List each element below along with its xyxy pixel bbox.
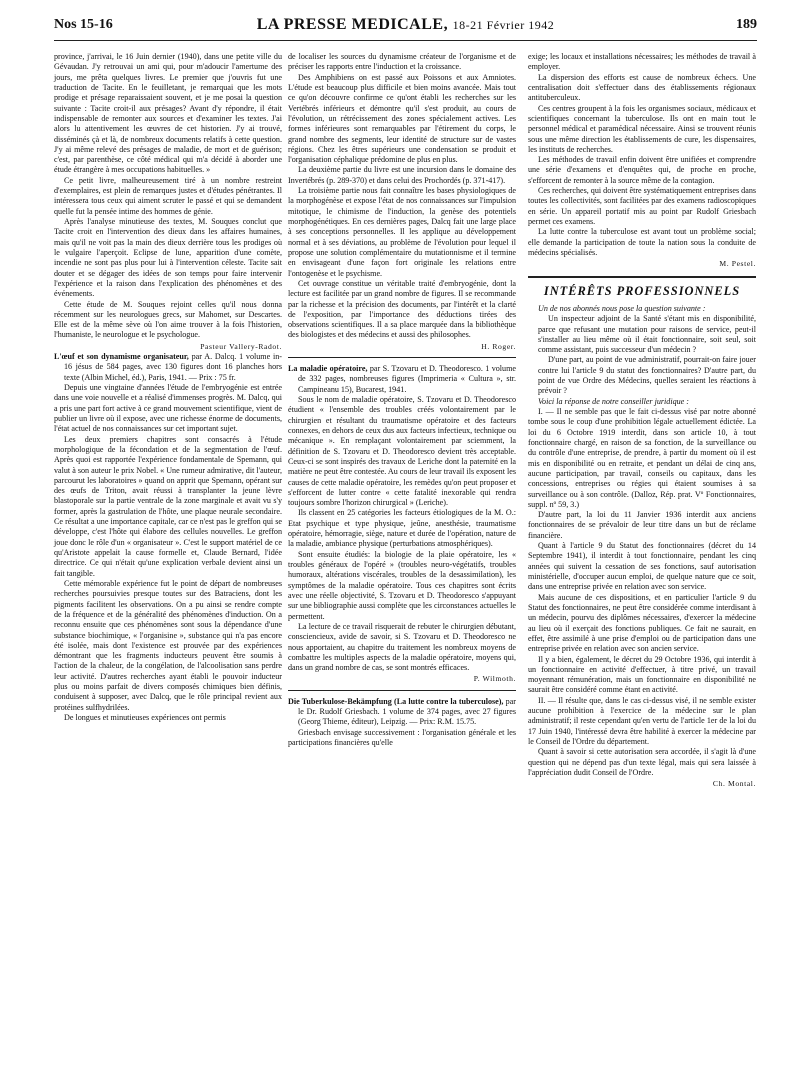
divider [288,690,516,691]
reader-question: D'une part, au point de vue administratif, pourrait-on faire jouer contre lui l'article 9 du statut des fonctionnaires? D'autre part, du point de vue Ordre des Médecins, quelles seraient les réactions à prévoir ? [538,355,756,396]
paragraph: Mais aucune de ces dispositions, et en particulier l'article 9 du Statut des fonctionnaires, ne peut être considérée comme interdisant à un médecin, pourvu des diplômes nécessaires, d'exercer la médecine au lieu où il exerçait des fonctions publiques. Ce fait ne saurait, en effet, être assimilé à une prise d'emploi ou de participation dans une entreprise privée en relation avec son ancien service. [528,592,756,654]
paragraph: Cette mémorable expérience fut le point de départ de nombreuses recherches poursuivies presque toutes sur des Batraciens, dont les pigments facilitent les observations. On a pu ainsi se rendre compte de la fréquence et de la généralité des phénomènes d'induction. On a reconnu ensuite que ces phénomènes sont sous la dépendance d'une substance biochimique, « l'organisine », substance qui n'a pas encore été isolée, mais dont l'existence est prouvée par des expériences démontrant que les fragments inducteurs peuvent être soumis à l'action de la chaleur, de la congélation, de l'alcoolisation sans perdre leur activité. D'autres recherches ayant établi le pouvoir inducteur plus ou moins parfait de divers composés chimiques bien définis, conduisent à supposer, avec Dalcq, que le rôle principal revient aux protéines sulfhydrilées. [54,578,282,712]
book-title: L'œuf et son dynamisme organisateur, [54,352,189,362]
paragraph: De longues et minutieuses expériences ont permis [64,713,226,722]
review-signature: M. Pestel. [719,259,756,269]
paragraph: Ils classent en 25 catégories les facteurs étiologiques de la M. O.: Etat psychique et type physique, jeûne, anesthésie, traumatisme opératoire, hémorragie, siège, nature et durée de l'opération, nature de la maladie, ambiance physique (perturbations atmosphériques). [288,508,516,549]
paragraph: province, j'arrivai, le 16 Juin dernier (1940), dans une petite ville du Gévaudan. J'y retrouvai un ami qui, pour m'adoucir l'amertume des jours, me prêta quelques livres. Le premier que j'ouvris fut une traduction de Tacite. En le feuilletant, je remarquai que les mots prodige et présage reparaissaient souvent, et je me posai la question suivante : Tacite croit-il aux présages? Avant d'y répondre, il était indispensable de remonter aux sources et d'examiner les textes. J'ai alors lu attentivement les œuvres de cet historien. J'y ai trouvé, disséminés çà et là, de nombreux documents relatifs à cette question. J'y ai même relevé des présages de maladie, de mort et de guérison; c'est, par parenthèse, ce côté médical qui m'a décidé à aborder une étude étrangère à mes occupations habituelles. » [54,52,282,175]
paragraph: Ces centres groupent à la fois les organismes sociaux, médicaux et scientifiques concernant la tuberculose. Ils ont en main tout le personnel médical et paramédical nécessaire. Ainsi se trouvent réunis sous une même direction les établissements de cure, les dispensaires, les instituts de recherches. [528,103,756,154]
book-reference [288,364,516,395]
paragraph: D'autre part, la loi du 11 Janvier 1936 interdit aux anciens fonctionnaires de se prévaloir de leur titre dans un but de réclame financière. [528,510,756,540]
paragraph: Les méthodes de travail enfin doivent être unifiées et comprendre une série d'examens et d'enquêtes qui, de proche en proche, s'efforcent de remonter à la source même de la contagion. [528,155,756,185]
review-signature: Pasteur Vallery-Radot. [200,341,282,351]
paragraph: Après l'analyse minutieuse des textes, M. Souques conclut que Tacite croit en l'intervention des dieux dans les affaires humaines, mais qu'il ne voit pas la main des dieux derrière tous les prodiges où le vulgaire l'aperçoit. Eclipse de lune, apparition d'une comète, incendie ne sont pas plus pour lui à l'intervention céleste. Tacite sait douter et se dégager des idées de son temps pour faire intervenir l'expérience et la raison dans l'explication des phénomènes et des événements. [54,217,282,299]
paragraph: Cet ouvrage constitue un véritable traité d'embryogénie, dont la lecture est facilitée par un grand nombre de figures. Il se recommande par la richesse et la précision des documents, par l'intérêt et la clarté de l'exposition, par l'importance des déductions tirées des observations scientifiques. Il a sa place marquée dans la bibliothèque des biologistes et des médecins et aussi des philosophes. [288,278,516,340]
paragraph: La troisième partie nous fait connaître les bases physiologiques de la morphogénèse et expose l'état de nos connaissances sur l'impulsion mitotique, le chimisme de l'induction, la genèse des potentiels morphogénétiques. En ces dernières pages, Dalcq fait une large place à ses conceptions personnelles. Il les applique au développement normal et à ses déviations, au problème de l'évolution pour lequel il propose une solution complémentaire du mutationnisme et il termine en envisageant d'une façon fort originale les relations entre l'ontogenèse et le psychisme. [288,186,516,278]
page-number: 189 [736,17,757,32]
section-divider [528,276,756,278]
paragraph: II. — Il résulte que, dans le cas ci-dessus visé, il ne semble exister aucune prohibition à l'exercice de la médecine sur le plan administratif; il reste cependant qu'en vertu de l'article 1er de la loi du 17 Juin 1940, l'intéressé devra être habilité à exercer la médecine par le Conseil de l'Ordre du département. [528,695,756,746]
paragraph: Des Amphibiens on est passé aux Poissons et aux Amniotes. L'étude est beaucoup plus difficile et bien moins avancée. Mais tout ce qu'on découvre confirme ce qu'ont établi les recherches sur les Vertébrés inférieurs et démontre qu'il s'est produit, au cours de l'évolution, un rétrécissement des zones spécialement actives. Les formes inférieures sont remarquables par l'étirement du corps, le grand nombre des segments, leur identité de structure sur de vastes régions. Chez les êtres supérieurs une condensation se produit et l'organisation céphalique prédomine de plus en plus. [288,72,516,165]
paragraph: La lecture de ce travail risquerait de rebuter le chirurgien débutant, consciencieux, avide de savoir, si S. Tzovaru et D. Theodoresco ne nous apportaient, au chapitre du traitement les nombreux moyens de combattre les multiples aspects de la maladie opératoire, moyens qui, dans un grand nombre de cas, se sont montrés efficaces. [288,621,516,673]
question-intro: Un de nos abonnés nous pose la question suivante : [538,303,706,313]
reply-intro: Voici la réponse de notre conseiller juridique : [538,396,689,406]
column-middle [288,52,516,748]
divider [288,357,516,358]
journal-name: LA PRESSE MEDICALE, [256,16,449,33]
paragraph: Griesbach envisage successivement : l'organisation générale et les participations financières qu'elle [288,727,516,747]
book-details: par S. Tzovaru et D. Theodoresco. 1 volume de 332 pages, nombreuses figures (Imprimeria « Cultura », str. Campineanu 15), Bucarest, 1941. [298,364,516,394]
issue-number: Nos 15-16 [54,17,113,32]
paragraph: de localiser les sources du dynamisme créateur de l'organisme et de préciser les rapports entre l'induction et la croissance. [288,52,516,72]
paragraph: La lutte contre la tuberculose est avant tout un problème social; elle demande la participation de toute la nation sous la conduite de médecins spécialisés. [528,227,756,257]
review-signature: H. Roger. [481,341,516,351]
book-reference [288,697,516,728]
paragraph: Sont ensuite étudiés: la biologie de la plaie opératoire, les « troubles généraux de l'opéré » (troubles neuro-végétatifs, troubles humoraux, altérations viscérales, troubles de la desassimilation), les symptômes de la maladie opératoire. Tous ces chapitres sont écrits avec une réelle objectivité, S. Tzovaru et D. Theodoresco s'appuyant sur une bibliographie aussi complète que les circonstances actuelles le permettent. [288,549,516,621]
paragraph: Les deux premiers chapitres sont consacrés à l'étude morphologique de la fécondation et de la segmentation de l'œuf. Après quoi est rapportée l'expérience fondamentale de Spemann, qui valut à son auteur le prix Nobel. « Une rumeur admirative, dit l'auteur, parcourut les laboratoires » quand on apprit que Spemann, opérant sur des œufs de Triton, avait réussi à transplanter la jeune lèvre blastoporale sur la partie ventrale de la zone marginale et avait vu s'y former, après la gastrulation de l'hôte, une plaque neurale secondaire. Ce résultat a une importance capitale, car ce n'est pas le greffon qui se développe, c'est l'hôte qui élabore des cellules nouvelles. Le greffon joue donc le rôle d'un « organisateur ». C'est le support matériel de ce qu'Aristote appelait la cause formelle et, Claude Bernard, l'idée directrice. Ce qui n'était qu'une explication verbale devient ainsi un fait tangible. [54,434,282,578]
paragraph: La deuxième partie du livre est une incursion dans le domaine des Invertébrés (p. 289-370) et dans celui des Prochordés (p. 371-417). [288,165,516,185]
paragraph: Quant à savoir si cette autorisation sera accordée, il s'agit là d'une question qui ne dépend pas d'un texte légal, mais qui sera laissée à l'appréciation dudit Conseil de l'Ordre. [528,747,756,777]
paragraph: Sous le nom de maladie opératoire, S. Tzovaru et D. Theodoresco étudient « l'ensemble des troubles créés volontairement par le chirurgien et résultant du traumatisme opératoire et des facteurs connexes, en dehors de ceux dus aux facteurs infectieux, technique ou mécanique ». En remplaçant volontairement par sciemment, la définition de S. Tzovaru et D. Theodoresco devient très acceptable. Ceux-ci se sont inspirés des travaux de Leriche dont la paternité en la matière ne peut être contestée. Au cours de leur travail ils exposent les causes de cette maladie opératoire, les remèdes qu'on peut proposer et s'efforcent de lutter contre « cette fatalité inexorable qui rendra toujours sombre l'horizon chirurgical » (Leriche). [288,395,516,508]
page-header [54,16,757,41]
book-title: Die Tuberkulose-Bekämpfung (La lutte contre la tuberculose), [288,696,504,706]
section-title: INTÉRÊTS PROFESSIONNELS [543,283,741,298]
paragraph: Quant à l'article 9 du Statut des fonctionnaires (décret du 14 Septembre 1941), il interdit à tout fonctionnaire, pendant les cinq années qui suivent la cessation de ses fonctions, sauf autorisation ministérielle, d'occuper aucun emploi, de quelque nature que ce soit, dans une entreprise privée en relation avec son service. [528,541,756,592]
paragraph: Cette étude de M. Souques rejoint celles qu'il nous donna récemment sur les neurologues grecs, sur Mahomet, sur Descartes. Elle est de la même sève où l'on aime trouver à la fois l'historien, l'humaniste, le neurologue et le psychologue. [54,299,282,340]
issue-date: 18-21 Février 1942 [452,18,555,32]
book-details: par le Dr. Rudolf Griesbach. 1 volume de 374 pages, avec 27 figures (Georg Thieme, éditeur), Leipzig. — Prix: R.M. 15.75. [298,696,516,727]
column-right [528,52,756,790]
column-left [54,52,282,723]
book-details: par A. Dalcq. 1 volume in-16 jésus de 584 pages, avec 130 figures dont 16 planches hors texte (Albin Michel, éd.), Paris, 1941. — Prix : 75 fr. [64,352,282,382]
paragraph: Ces recherches, qui doivent être systématiquement entreprises dans toutes les collectivités, sont facilitées par des examens radioscopiques en série. Un appareil portatif mis au point par Rudolf Griesbach permet ces examens. [528,186,757,226]
answer-signature: Ch. Montal. [712,779,756,789]
paragraph: Il y a bien, également, le décret du 29 Octobre 1936, qui interdit à un fonctionnaire en activité d'effectuer, à titre privé, un travail moyennant rémunération, mais un fonctionnaire en disponibilité ne saurait être considéré comme étant en activité. [528,654,756,695]
paragraph: Ce petit livre, malheureusement tiré à un nombre restreint d'exemplaires, est plein de remarques justes et d'études pénétrantes. Il intéressera tous ceux qui aiment scruter le passé et qui se demandent quelle fut la pensée intime des hommes de génie. [54,175,282,216]
paragraph: La dispersion des efforts est cause de nombreux échecs. Une centralisation doit s'effectuer dans des établissements régionaux antituberculeux. [528,72,756,103]
reader-question: Un inspecteur adjoint de la Santé s'étant mis en disponibilité, parce que refusant une mutation pour raisons de service, peut-il s'installer au lieu même où il était fonctionnaire, soit seul, soit comme assistant, puis successeur d'un médecin ? [538,314,756,355]
paragraph: Depuis une vingtaine d'années l'étude de l'embryogénie est entrée dans une voie nouvelle et a réalisé d'immenses progrès. M. Dalcq, qui a pris une part fort active à ce grand mouvement scientifique, vient de publier un livre où il expose, avec une richesse énorme de documents, l'état actuel de nos connaissances sur cet important sujet. [54,383,282,434]
review-signature: P. Wilmoth. [473,674,516,684]
book-reference [54,352,282,383]
paragraph: exige; les locaux et installations nécessaires; les méthodes de travail à employer. [528,52,756,72]
paragraph: I. — Il ne semble pas que le fait ci-dessus visé par notre abonné tombe sous le coup d'une prohibition légale actuellement édictée. La loi du 6 Octobre 1919 interdit, dans son article 10, à tout fonctionnaire chargé, en raison de sa fonction, de la surveillance ou du contrôle d'une entreprise, de prendre, à partir du moment où il est mis en disponibilité ou en retraite, et pendant un délai de cinq ans, aucune participation, par travail, conseils ou capitaux, dans les concessions, entreprises ou régies qui étaient soumises à sa surveillance ou à son contrôle. (Dalloz, Rép. prat. Vº Fonctionnaires, suppl. nº 59, 3.) [528,407,756,509]
book-title: La maladie opératoire, [288,364,368,374]
running-title [54,16,757,34]
